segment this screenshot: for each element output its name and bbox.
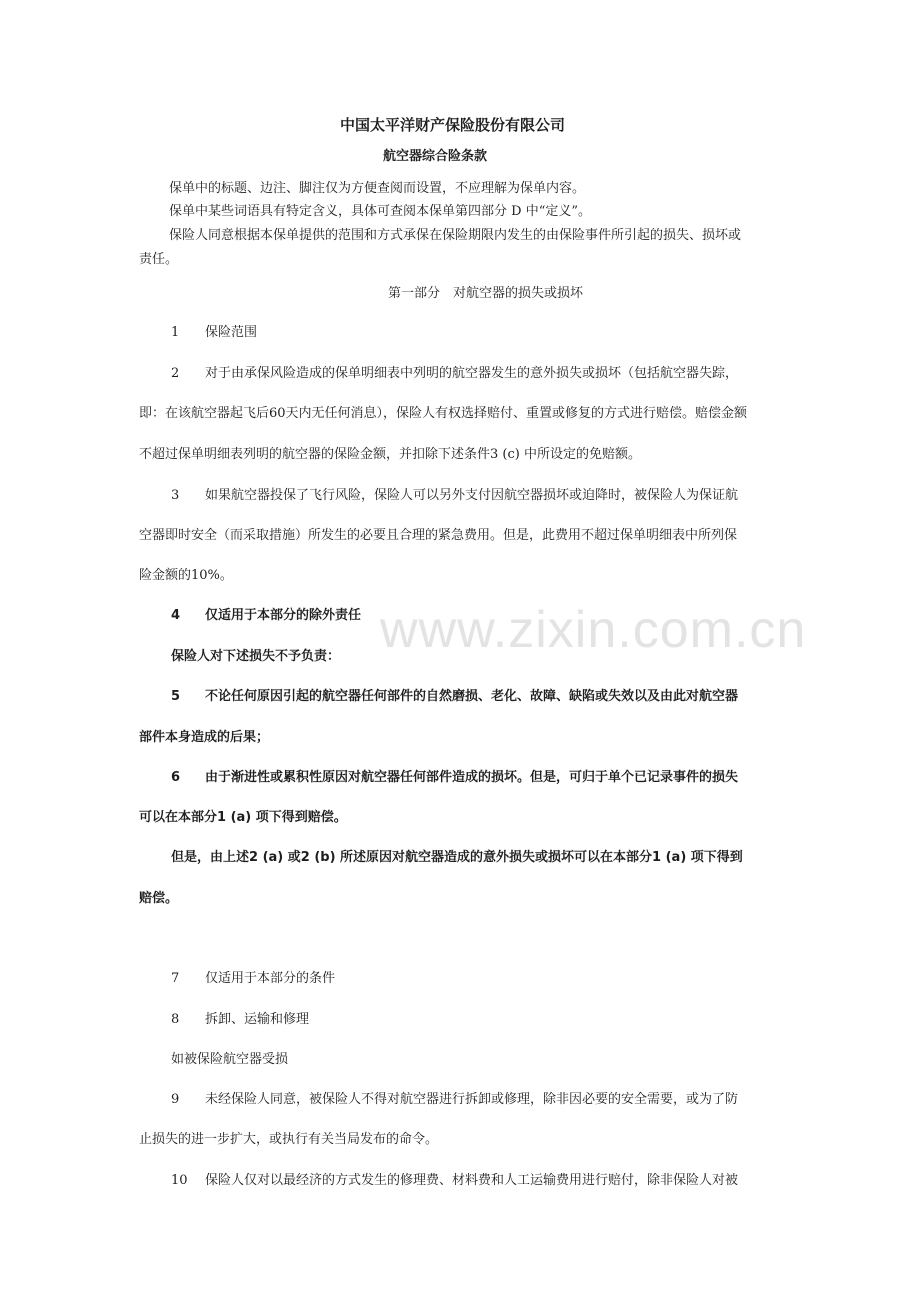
clause-10-line-1: [171, 1172, 738, 1190]
clause-number: 9: [171, 1092, 180, 1107]
clause-text: 不论任何原因引起的航空器任何部件的自然磨损、老化、故障、缺陷或失效以及由此对航空器: [205, 689, 739, 704]
clause-number: 2: [171, 366, 180, 381]
intro-paragraph-3-line-2: 责任。: [139, 252, 179, 267]
clause-5-line-2: 部件本身造成的后果；: [139, 730, 270, 745]
clause-2-line-2: 即：在该航空器起飞后60天内无任何消息），保险人有权选择赔付、重置或修复的方式进行赔偿。赔偿金额: [139, 406, 748, 421]
clause-number: 8: [171, 1012, 180, 1027]
clause-3-line-1: [171, 487, 738, 505]
clause-number: 3: [171, 488, 180, 503]
clause-text: 仅适用于本部分的除外责任: [205, 608, 362, 623]
clause-3-line-2: 空器即时安全（而采取措施）所发生的必要且合理的紧急费用。但是，此费用不超过保单明细表中所列保: [139, 528, 738, 543]
clause-text: 保险人仅对以最经济的方式发生的修理费、材料费和人工运输费用进行赔付，除非保险人对被: [205, 1173, 739, 1188]
damage-condition: 如被保险航空器受损: [171, 1052, 289, 1067]
clause-text: 由于渐进性或累积性原因对航空器任何部件造成的损坏。但是，可归于单个已记录事件的损失: [205, 770, 739, 785]
clause-text: 拆卸、运输和修理: [205, 1012, 310, 1027]
clause-number: 5: [171, 689, 181, 704]
clause-5-line-1: [171, 688, 738, 706]
clause-text: 保险范围: [205, 325, 258, 340]
clause-text: 对于由承保风险造成的保单明细表中列明的航空器发生的意外损失或损坏（包括航空器失踪，: [205, 366, 739, 381]
part-1-heading: 第一部分 对航空器的损失或损坏: [388, 286, 584, 301]
clause-number: 7: [171, 971, 180, 986]
clause-4: [171, 607, 361, 625]
clause-2-line-1: [171, 365, 738, 383]
clause-number: 10: [171, 1173, 188, 1188]
clause-3-line-3: 险金额的10%。: [139, 568, 233, 583]
clause-8: [171, 1011, 309, 1029]
intro-paragraph-2: 保单中某些词语具有特定含义，具体可查阅本保单第四部分 D 中“定义”。: [169, 204, 591, 219]
company-title: 中国太平洋财产保险股份有限公司: [340, 116, 566, 134]
clause-6-line-2: 可以在本部分1 (a) 项下得到赔偿。: [139, 810, 347, 825]
clause-text: 仅适用于本部分的条件: [205, 971, 336, 986]
intro-paragraph-3-line-1: 保险人同意根据本保单提供的范围和方式承保在保险期限内发生的由保险事件所引起的损失、损坏或: [169, 228, 742, 243]
clause-text: 未经保险人同意，被保险人不得对航空器进行拆卸或修理，除非因必要的安全需要，或为了防: [205, 1092, 739, 1107]
proviso-line-2: 赔偿。: [139, 891, 179, 906]
clause-2-line-3: 不超过保单明细表列明的航空器的保险金额，并扣除下述条件3 (c) 中所设定的免赔额。: [139, 447, 641, 462]
exclusion-intro: 保险人对下述损失不予负责：: [171, 649, 341, 664]
document-subtitle: 航空器综合险条款: [383, 149, 488, 164]
clause-9-line-2: 止损失的进一步扩大，或执行有关当局发布的命令。: [139, 1132, 439, 1147]
clause-number: 4: [171, 608, 181, 623]
clause-1: [171, 324, 257, 342]
intro-paragraph-1: 保单中的标题、边注、脚注仅为方便查阅而设置，不应理解为保单内容。: [169, 181, 586, 196]
clause-6-line-1: [171, 769, 738, 787]
watermark: www.zixin.com.cn: [380, 601, 807, 659]
clause-text: 如果航空器投保了飞行风险，保险人可以另外支付因航空器损坏或迫降时，被保险人为保证航: [205, 488, 739, 503]
clause-9-line-1: [171, 1091, 738, 1109]
clause-7: [171, 970, 335, 988]
proviso-line-1: 但是，由上述2 (a) 或2 (b) 所述原因对航空器造成的意外损失或损坏可以在本部分1 (a) 项下得到: [171, 850, 743, 865]
clause-number: 1: [171, 325, 180, 340]
clause-number: 6: [171, 770, 181, 785]
